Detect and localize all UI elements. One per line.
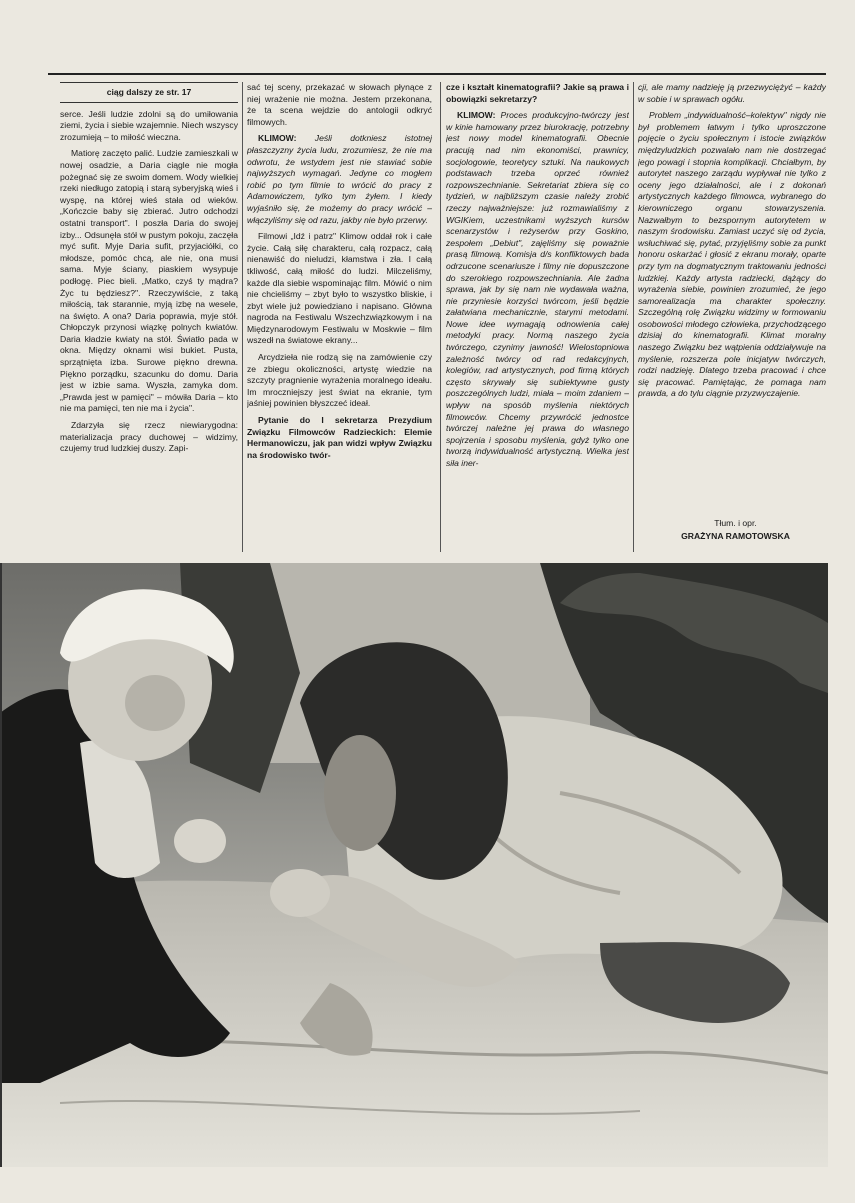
continuation-header: ciąg dalszy ze str. 17 — [60, 82, 238, 103]
speaker-label: KLIMOW: — [258, 133, 297, 144]
paragraph: Arcydzieła nie rodzą się na zamówienie czy ze zbiegu okoliczności, artystę wiedzie na szczyty pragnienie wyrażenia moralnego ideału. Im mroczniejszy jest świat na ekranie, tym jaśniej powinien błyszczeć ideał. — [247, 352, 432, 409]
interview-answer — [446, 110, 629, 469]
column-divider — [242, 82, 243, 552]
credit-name: GRAŻYNA RAMOTOWSKA — [681, 531, 790, 541]
paragraph: cji, ale mamy nadzieję ją przezwyciężyć – każdy w sobie i w sprawach ogółu. — [638, 82, 826, 104]
text-column-3 — [446, 82, 629, 552]
paragraph: serce. Jeśli ludzie zdolni są do umiłowania ziemi, życia i siebie wzajemnie. Niech wszyscy zrozumieją – to miłość wieczna. — [60, 108, 238, 142]
column-divider — [633, 82, 634, 552]
paragraph: Problem „indywidualność–kolektyw" nigdy nie był problemem łatwym i tylko uproszczone pojęcie o życiu społecznym i istocie związków międzyludzkich pozwalało nam nie dostrzegać jego powagi i stopnia komplikacji. Chciałbym, by autorytet naszego zarządu wypływał nie tylko z oceny jego działalności, ale i z dokonań artystycznych każdego filmowca, wybranego do kierowniczego organu stowarzyszenia. Nazwałbym to bezspornym autorytetem w naszym środowisku. Zamiast uczyć się od życia, wsłuchiwać się, pytać, przyjęliśmy sobie za punkt honoru oskarżać i głosić z ekranu morały, oparte przy tym na dogmatycznym traktowaniu jedności ludzkiej. Każdy artysta radziecki, dążący do wyrażenia siebie, powinien zrozumieć, że jego samorealizacja ma charakter społeczny. Szczególną rolę Związku widzimy w formowaniu osobowości młodego człowieka, przychodzącego dzisiaj do kinematografii. Klimat moralny naszego Związku bez wątpienia oddziaływuje na myślenie, rozszerza pole inicjatyw twórczych, rodzi nadzieję. Dlatego trzeba pracować i chce się pracować. Pamiętając, że pomaga nam prawda, a do tylu ciągnie przyzwyczajenie. — [638, 110, 826, 399]
film-still-photo — [0, 563, 828, 1167]
paragraph: sać tej sceny, przekazać w słowach płynące z niej wrażenie nie można. Jestem przekonana, że ta scena wejdzie do antologii odkryć filmowych. — [247, 82, 432, 127]
text-column-2 — [247, 82, 432, 552]
interview-question: Pytanie do I sekretarza Prezydium Związku Filmowców Radzieckich: Elemie Hermanowiczu, jak pan widzi wpływ Związku na środowisko twór- — [247, 415, 432, 460]
paragraph: Matiorę zaczęto palić. Ludzie zamieszkali w nowej osadzie, a Daria ciągle nie mogła pożegnać się ze swoim domem. Wody wielkiej rzeki niedługo zatopią i starą syberyjską wieś i wyspę, na której wieś stała od wieków. „Kończcie baby się zbierać. Jutro odchodzi ostatni transport". I poszła Daria do swojej izby... Odsunęła stół w pustym pokoju, zaczęła myć sufit. Myje Daria sufit, przyjaciółki, co młodsze, pomóc chcą, ale nie, ona musi sama. Myje ściany, piaskiem wysypuje podłogę. Piec bieli. „Matko, czyś ty mądra? Życ tu będziesz?". Rzeczywiście, z taką miłością, tak starannie, myją izbę na wesele, na święto. A ona? Daria poprawia, myje stół. Chłopczyk przynosi wiązkę polnych kwiatów. Daria kładzie kwiaty na stół. Światło pada w okna. Między oknami wisi bukiet. Pusta, sprzątnięta izba. Surowe piękno drewna. Piękno porządku, szacunku do domu. Daria jest w izbie sama. Wyszła, zamyka dom. „Prawda jest w pamięci" – mówiła Daria – kto nie ma pamięci, ten nie ma i życia". — [60, 148, 238, 414]
page-edge — [0, 563, 2, 1167]
speaker-label: KLIMOW: — [457, 110, 496, 121]
interview-answer — [247, 133, 432, 226]
top-rule — [48, 73, 826, 75]
text-column-1 — [60, 82, 238, 552]
answer-text: Proces produkcyjno-twórczy jest w kinie hamowany przez biurokrację, potrzebny jest nowy model kinematografii. Obecnie pracują nad nim ekonomiści, prawnicy, socjologowie, teoretycy sztuki. Na naukowych podstawach trzeba oprzeć również rozpowszechnianie. Sekretariat zbiera się co tydzień, w najbliższym czasie należy zrobić rzeczy najważniejsze: już rozmawialiśmy z WGIKiem, uczestnikami wyższych kursów scenarzystów i reżyserów przy Goskino, zespołem „Debiut", zajęliśmy się poważnie prasą filmową. Komisja d/s konfliktowych bada odrzucone scenariusze i filmy nie dopuszczone do szerokiego rozpowszechniania. Ale żadna sprawa, jak by się nam nie wydawała ważna, nie przyniesie korzyści twórcom, jeśli będzie załatwiana mechanicznie, starymi metodami. Nowe idee wymagają odnowienia całej metodyki pracy. Normą naszego życia twórczego, czynimy jawność! Wielostopniowa zależność twórcy od rad redakcyjnych, kolegiów, rad artystycznych, pod firmą których często skrywały się subiektywne gusty poszczególnych ludzi, miała – moim zdaniem – wpływ na sposób myślenia niektórych filmowców. Chcemy przywrócić jednostce twórczej należne jej prawa do własnego spojrzenia i sposobu myślenia, gdyż tylko one tworzą indywidualność artystyczną. Wielka jest siła iner- — [446, 110, 629, 468]
film-still-illustration — [0, 563, 828, 1167]
credit-line: Tłum. i opr. — [714, 518, 757, 528]
answer-text: Jeśli dotkniesz istotnej płaszczyzny życia ludu, zrozumiesz, że nie ma odwrotu, że wstydem jest nie stawiać sobie najwyższych wymagań. Jedyne co mogłem robić po tym filmie to wrócić do pracy z Adamowiczem, tylko tym żyłem. I kiedy wyjaśniło się, że możemy do pracy wrócić – włączyliśmy się od razu, jakby nie było przerwy. — [247, 133, 432, 225]
paragraph: Zdarzyła się rzecz niewiarygodna: materializacja pracy duchowej – widzimy, czujemy trud ludzkiej duszy. Zapi- — [60, 420, 238, 454]
column-divider — [440, 82, 441, 552]
interview-question-end: cze i kształt kinematografii? Jakie są prawa i obowiązki sekretarzy? — [446, 82, 629, 104]
translator-credit — [645, 517, 826, 543]
text-column-4 — [638, 82, 826, 510]
paragraph: Filmowi „Idź i patrz" Klimow oddał rok i całe życie. Całą siłę charakteru, całą rozpacz, całą nienawiść do nieludzi, kłamstwa i zła. I całą tkliwość, całą miłość do ludzi. Milczeliśmy, każde dla siebie wspominając film. Mówić o nim nie chcieliśmy – zbyt było to wszystko bliskie, i zbyt wiele już powiedziano i napisano. Główna nagroda na Festiwalu Wszechzwiązkowym i na Międzynarodowym Festiwalu w Moskwie – film wszedł na światowe ekrany... — [247, 231, 432, 346]
